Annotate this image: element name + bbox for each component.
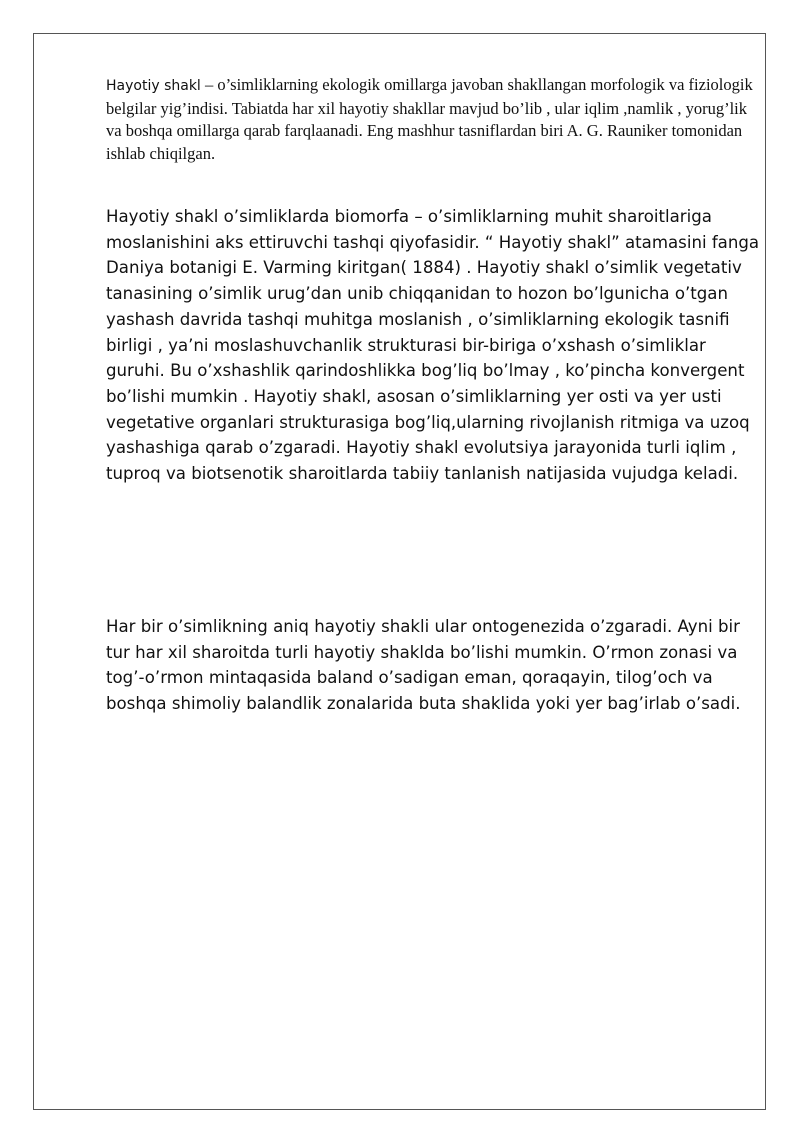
page-border bbox=[33, 33, 766, 1110]
body-paragraph-biomorph: Hayotiy shakl o’simliklarda biomorfa – o’simliklarning muhit sharoitlariga moslanishini aks ettiruvchi tashqi qiyofasidir. “ Hayotiy shakl” atamasini fanga Daniya botanigi E. Varming kiritgan( 1884) . Hayotiy shakl o’simlik vegetativ tanasining o’simlik urug’dan unib chiqqanidan to hozon bo’lgunicha o’tgan yashash davrida tashqi muhitga moslanish , o’simliklarning ekologik tasnifi birligi , ya’ni moslashuvchanlik strukturasi bir-biriga o’xshash o’simliklar guruhi. Bu o’xshashlik qarindoshlikka bog’liq bo’lmay , ko’pincha konvergent bo’lishi mumkin . Hayotiy shakl, asosan o’simliklarning yer osti va yer usti vegetative organlari strukturasiga bog’liq,ularning rivojlanish ritmiga va uzoq yashashiga qarab o’zgaradi. Hayotiy shakl evolutsiya jarayonida turli iqlim , tuproq va biotsenotik sharoitlarda tabiiy tanlanish natijasida vujudga keladi. bbox=[106, 207, 760, 484]
intro-lead-term: Hayotiy shakl bbox=[106, 78, 201, 94]
intro-paragraph-text: – o’simliklarning ekologik omillarga javoban shakllangan morfologik va fiziologik belgilar yig’indisi. Tabiatda har xil hayotiy shakllar mavjud bo’lib , ular iqlim ,namlik , yorug’lik va boshqa omillarga qarab farqlaanadi. Eng mashhur tasniflardan biri A. G. Rauniker tomonidan ishlab chiqilgan. bbox=[106, 75, 753, 163]
body-paragraph-ontogenesis: Har bir o’simlikning aniq hayotiy shakli ular ontogenezida o’zgaradi. Ayni bir tur har xil sharoitda turli hayotiy shaklda bo’lishi mumkin. O’rmon zonasi va tog’-o’rmon mintaqasida baland o’sadigan eman, qoraqayin, tilog’och va boshqa shimoliy balandlik zonalarida buta shaklida yoki yer bag’irlab o’sadi. bbox=[106, 617, 741, 714]
intro-paragraph bbox=[106, 74, 761, 165]
